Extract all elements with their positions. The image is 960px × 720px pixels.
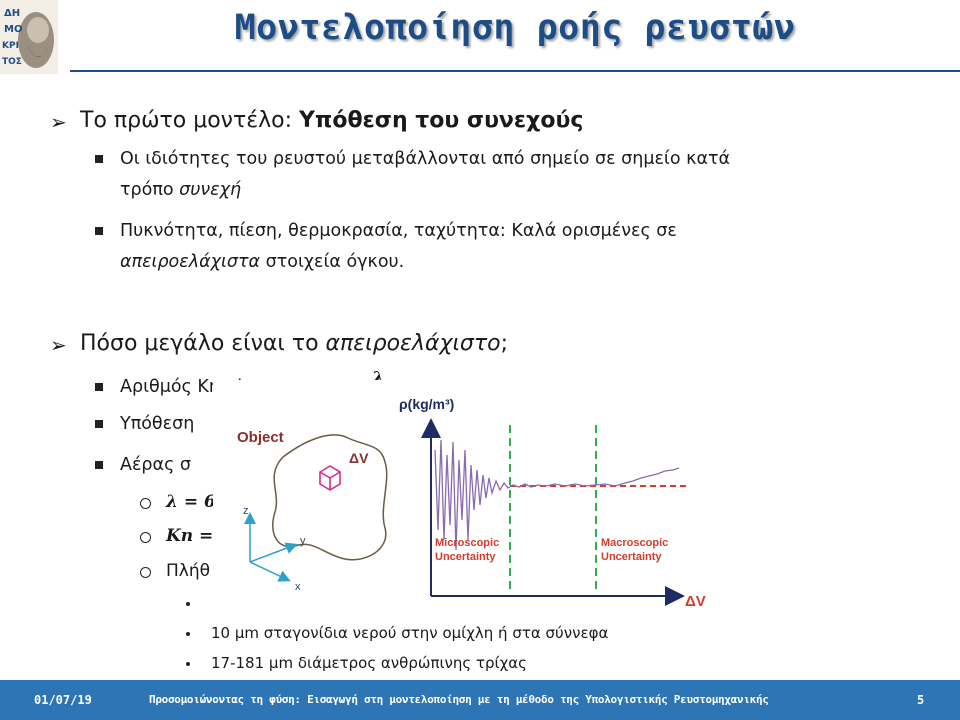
heading-italic: απειροελάχιστο — [325, 331, 501, 356]
micro-label-1: Microscopic — [435, 537, 500, 549]
volume-axis-label: ΔV — [685, 593, 706, 608]
logo-text-4: ΤΟΣ — [2, 57, 22, 67]
footer-date: 01/07/19 — [34, 693, 92, 707]
density-axis-label: ρ(kg/m³) — [399, 396, 455, 412]
logo-text-3: ΚΡΙ — [2, 41, 19, 51]
heading-bold: Υπόθεση του συνεχούς — [299, 108, 584, 133]
item-line-2-italic: συνεχή — [179, 180, 242, 200]
square-bullet-icon — [95, 155, 103, 163]
dot-bullet-icon — [186, 602, 190, 606]
control-volume-cube-icon — [320, 466, 340, 490]
item-line-2 — [120, 175, 730, 206]
axis-y-label: y — [300, 535, 306, 547]
axis-x-label: x — [295, 581, 301, 593]
lambda-symbol: λ — [372, 368, 385, 389]
square-bullet-icon — [95, 383, 103, 391]
macro-label-2: Uncertainty — [601, 551, 662, 563]
heading-prefix: Πόσο μεγάλο είναι το — [80, 331, 326, 356]
item-text — [120, 216, 677, 278]
item-text: Αριθμός Knudsen — [120, 377, 274, 397]
sub-item-text: Kn = 6 — [166, 526, 232, 546]
circle-bullet-icon — [140, 567, 151, 578]
square-bullet-icon — [95, 227, 103, 235]
density-curve — [435, 440, 679, 550]
footer-bar — [0, 680, 960, 720]
item-line-2-prefix: τρόπο — [120, 180, 180, 200]
object-blob — [273, 435, 387, 560]
sub-item-text: λ = 6· — [166, 492, 222, 512]
volume-label: ΔV — [349, 450, 369, 466]
heading-suffix: ; — [500, 331, 509, 356]
item-line-2-suffix: στοιχεία όγκου. — [260, 252, 405, 272]
item-line-1: Οι ιδιότητες του ρευστού μεταβάλλονται από σημείο σε σημείο κατά — [120, 149, 731, 169]
item-text: Υπόθεση — [120, 414, 195, 434]
sub-sub-item-text: 10 μm σταγονίδια νερού στην ομίχλη ή στα σύννεφα — [211, 624, 609, 642]
macro-label-1: Macroscopic — [601, 537, 669, 549]
circle-bullet-icon — [140, 498, 151, 509]
sub-sub-item-text: 17-181 μm διάμετρος ανθρώπινης τρίχας — [211, 654, 527, 672]
slide-title: Μοντελοποίηση ροής ρευστών — [234, 8, 796, 48]
section-2-heading — [80, 331, 508, 356]
university-logo — [0, 0, 58, 74]
square-bullet-icon — [95, 461, 103, 469]
sub-item-text: Πλήθ — [166, 561, 211, 581]
circle-bullet-icon — [140, 532, 151, 543]
item-text: Αέρας σ — [120, 455, 191, 475]
footer-title: Προσομοιώνοντας τη φύση: Εισαγωγή στη μοντελοποίηση με τη μέθοδο της Υπολογιστικής Ρευστομηχανικής — [149, 693, 769, 706]
logo-text-1: ΔΗ — [4, 8, 21, 19]
dot-bullet-icon — [186, 662, 190, 666]
section-1-heading — [80, 108, 583, 133]
arrow-bullet-icon: ➢ — [50, 333, 67, 357]
axis-z-label: z — [243, 505, 249, 517]
item-line-2-italic: απειροελάχιστα — [120, 252, 261, 272]
item-line-2 — [120, 247, 677, 278]
arrow-bullet-icon: ➢ — [50, 110, 67, 134]
item-line-1: Πυκνότητα, πίεση, θερμοκρασία, ταχύτητα: Καλά ορισμένες σε — [120, 221, 677, 241]
square-bullet-icon — [95, 420, 103, 428]
continuum-figure — [213, 380, 727, 608]
micro-label-2: Uncertainty — [435, 551, 496, 563]
page-number: 5 — [917, 693, 925, 707]
heading-prefix: Το πρώτο μοντέλο: — [80, 108, 299, 133]
object-label: Object — [237, 429, 284, 446]
item-text — [120, 144, 730, 206]
logo-text-2: ΜΟ — [4, 24, 23, 35]
title-divider — [70, 70, 960, 72]
dot-bullet-icon — [186, 632, 190, 636]
